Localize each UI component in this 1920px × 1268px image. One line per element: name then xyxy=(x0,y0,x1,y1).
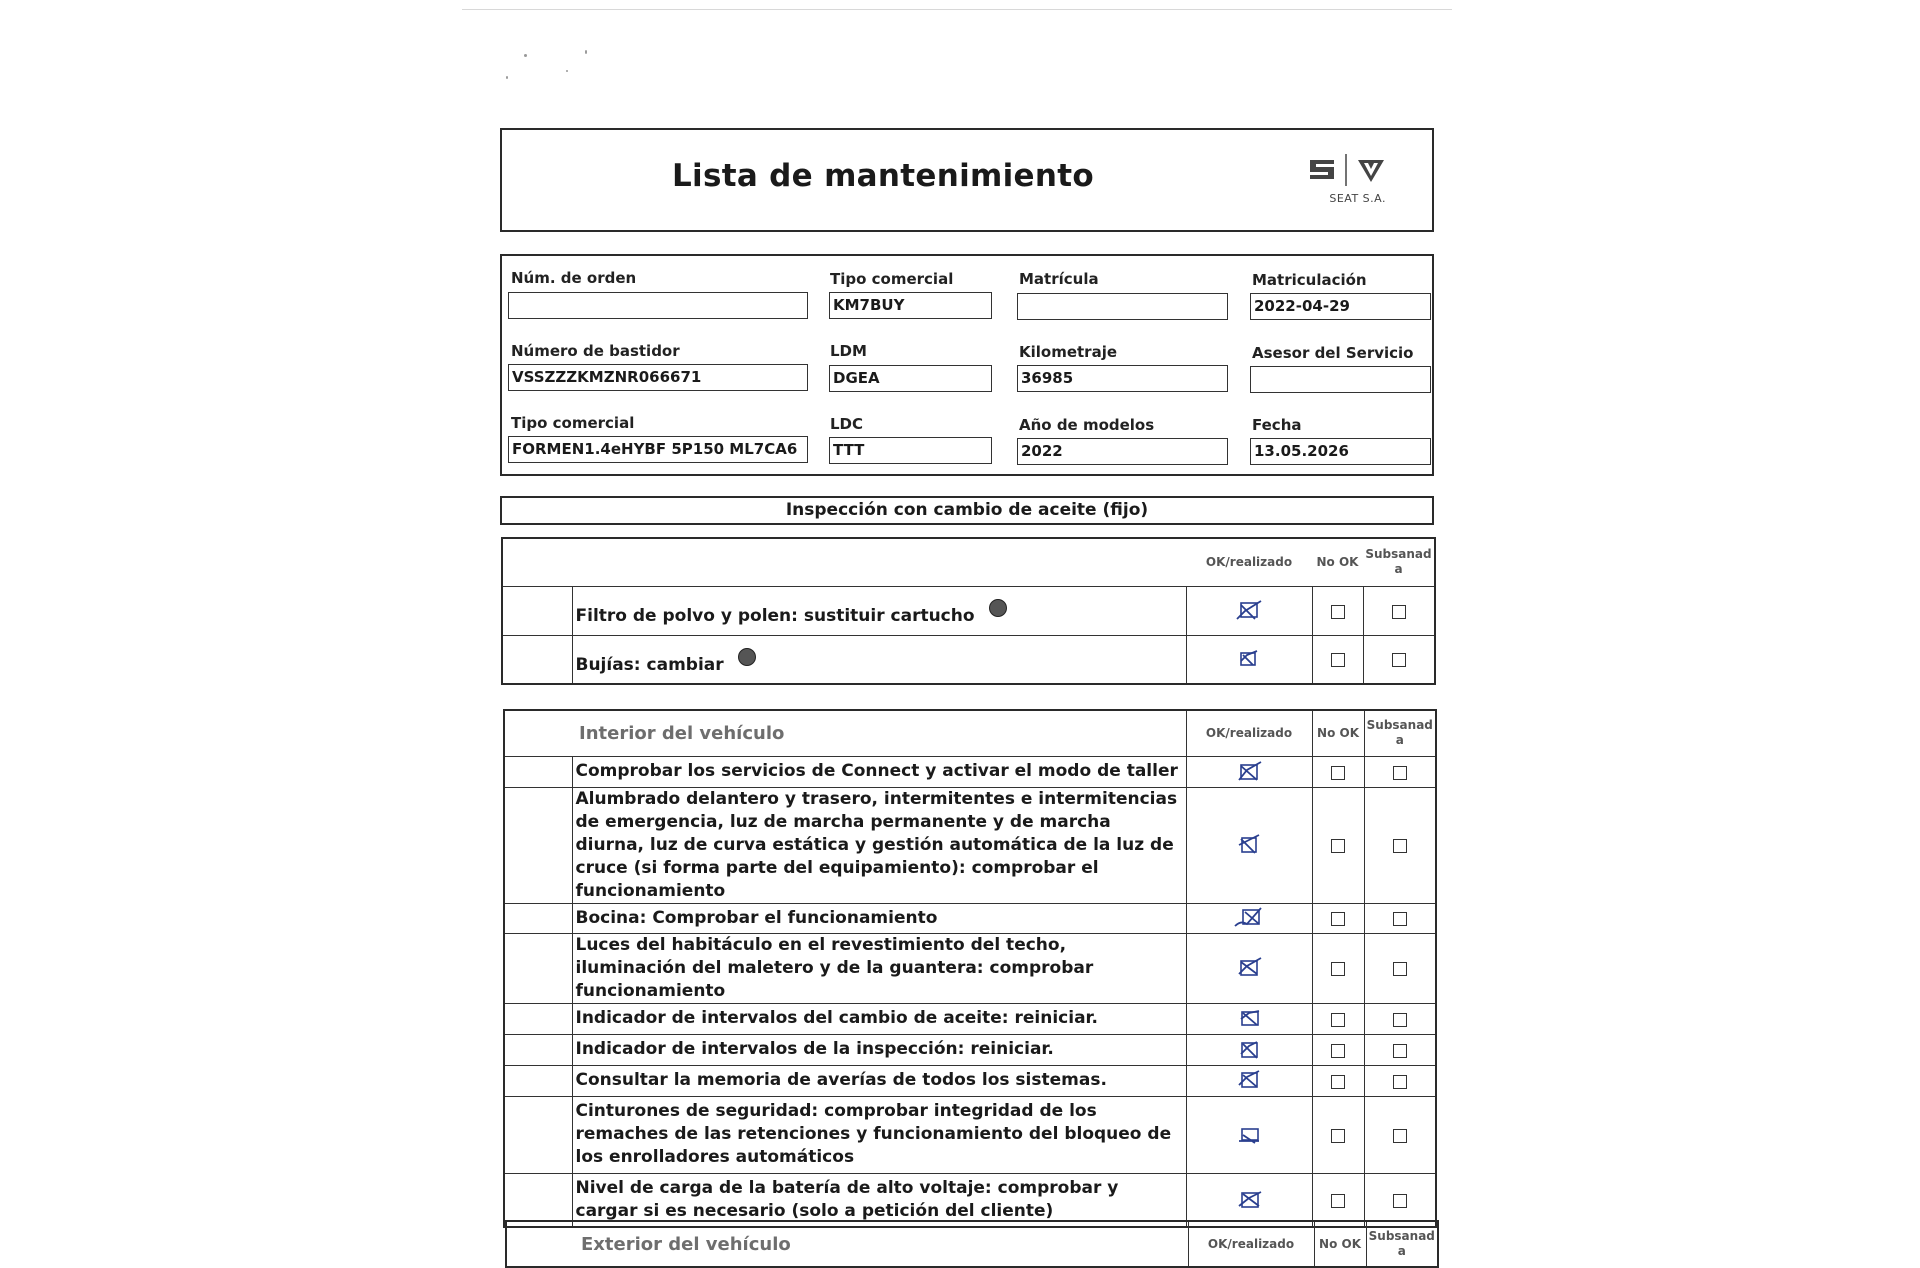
no-ok-checkbox[interactable] xyxy=(1331,1129,1345,1143)
subsanada-checkbox[interactable] xyxy=(1393,1075,1407,1089)
row-text-cell xyxy=(572,635,1186,684)
subsanada-checkbox[interactable] xyxy=(1393,1013,1407,1027)
subsanada-cell[interactable] xyxy=(1364,1096,1436,1173)
ano-modelos-field[interactable]: 2022 xyxy=(1017,438,1228,465)
asesor-label: Asesor del Servicio xyxy=(1252,344,1414,362)
subsanada-checkbox[interactable] xyxy=(1393,912,1407,926)
table-row xyxy=(504,787,1436,903)
ok-column-header: OK/realizado xyxy=(1186,710,1312,756)
subsanada-checkbox[interactable] xyxy=(1393,1044,1407,1058)
no-ok-checkbox[interactable] xyxy=(1331,1013,1345,1027)
row-text: Luces del habitáculo en el revestimiento del techo, iluminación del maletero y de la guantera: comprobar funcionamiento xyxy=(572,933,1186,1003)
table-row xyxy=(504,1065,1436,1096)
no-ok-cell[interactable] xyxy=(1312,635,1363,684)
num-orden-label: Núm. de orden xyxy=(511,269,637,287)
row-text: Filtro de polvo y polen: sustituir cartucho xyxy=(575,606,975,626)
section-title: Inspección con cambio de aceite (fijo) xyxy=(785,500,1149,520)
handwritten-check-icon[interactable] xyxy=(1233,1121,1265,1149)
subsanada-cell[interactable] xyxy=(1364,1065,1436,1096)
table-row xyxy=(502,635,1435,684)
scan-speck xyxy=(506,76,508,79)
subsanada-column-header: Subsanad a xyxy=(1363,538,1435,586)
subsanada-checkbox[interactable] xyxy=(1393,766,1407,780)
subsanada-cell[interactable] xyxy=(1364,756,1436,787)
no-ok-checkbox[interactable] xyxy=(1331,1075,1345,1089)
table-header-row xyxy=(504,710,1436,756)
no-ok-column-header: No OK xyxy=(1312,710,1364,756)
subsanada-checkbox[interactable] xyxy=(1393,839,1407,853)
handwritten-check-icon[interactable] xyxy=(1233,597,1265,625)
ok-cell[interactable] xyxy=(1186,1034,1312,1065)
interior-table xyxy=(503,709,1437,1228)
subsanada-checkbox[interactable] xyxy=(1392,653,1406,667)
ok-cell[interactable] xyxy=(1186,756,1312,787)
subsanada-cell[interactable] xyxy=(1364,1034,1436,1065)
handwritten-check-icon[interactable] xyxy=(1233,1067,1265,1095)
subsanada-cell[interactable] xyxy=(1363,586,1435,635)
row-text: Cinturones de seguridad: comprobar integridad de los remaches de las retenciones y funcionamiento del bloqueo de los enrolladores automáticos xyxy=(572,1096,1186,1173)
asesor-field[interactable] xyxy=(1250,366,1431,393)
num-orden-field[interactable] xyxy=(508,292,808,319)
ok-cell[interactable] xyxy=(1186,1096,1312,1173)
vehicle-info-panel xyxy=(500,254,1434,476)
ok-cell[interactable] xyxy=(1186,933,1312,1003)
no-ok-cell[interactable] xyxy=(1312,1065,1364,1096)
numero-bastidor-label: Número de bastidor xyxy=(511,342,680,360)
scan-speck xyxy=(585,50,587,54)
scan-edge-line xyxy=(462,9,1452,10)
handwritten-check-icon[interactable] xyxy=(1233,954,1265,982)
matricula-field[interactable] xyxy=(1017,293,1228,320)
tipo-comercial-2-field[interactable]: FORMEN1.4eHYBF 5P150 ML7CA6 xyxy=(508,436,808,463)
no-ok-cell[interactable] xyxy=(1312,1034,1364,1065)
ok-cell[interactable] xyxy=(1186,1173,1312,1227)
group-title: Interior del vehículo xyxy=(504,710,1186,756)
table-row xyxy=(504,756,1436,787)
handwritten-check-icon[interactable] xyxy=(1233,904,1265,932)
table-row xyxy=(504,1096,1436,1173)
exterior-table xyxy=(505,1220,1439,1268)
fecha-field[interactable]: 13.05.2026 xyxy=(1250,438,1431,465)
no-ok-checkbox[interactable] xyxy=(1331,912,1345,926)
fecha-label: Fecha xyxy=(1252,416,1302,434)
no-ok-cell[interactable] xyxy=(1312,1003,1364,1034)
tipo-comercial-field[interactable]: KM7BUY xyxy=(829,292,992,319)
no-ok-cell[interactable] xyxy=(1312,1096,1364,1173)
subsanada-checkbox[interactable] xyxy=(1392,605,1406,619)
row-text: Consultar la memoria de averías de todos los sistemas. xyxy=(572,1065,1186,1096)
ok-cell[interactable] xyxy=(1186,787,1312,903)
row-text: Nivel de carga de la batería de alto voltaje: comprobar y cargar si es necesario (solo a petición del cliente) xyxy=(572,1173,1186,1227)
table-row xyxy=(504,903,1436,933)
no-ok-checkbox[interactable] xyxy=(1331,962,1345,976)
ok-cell[interactable] xyxy=(1186,635,1312,684)
ok-cell[interactable] xyxy=(1186,586,1312,635)
ldc-label: LDC xyxy=(830,415,864,433)
handwritten-check-icon[interactable] xyxy=(1233,758,1265,786)
ldm-field[interactable]: DGEA xyxy=(829,365,992,392)
table-row xyxy=(502,586,1435,635)
group-title: Exterior del vehículo xyxy=(506,1221,1188,1267)
no-ok-checkbox[interactable] xyxy=(1331,1194,1345,1208)
handwritten-check-icon[interactable] xyxy=(1233,645,1265,673)
tipo-comercial-2-label: Tipo comercial xyxy=(511,414,635,432)
table-row xyxy=(504,1173,1436,1227)
row-text: Comprobar los servicios de Connect y activar el modo de taller xyxy=(572,756,1186,787)
numero-bastidor-field[interactable]: VSSZZZKMZNR066671 xyxy=(508,364,808,391)
matriculacion-field[interactable]: 2022-04-29 xyxy=(1250,293,1431,320)
ano-modelos-label: Año de modelos xyxy=(1019,416,1155,434)
scan-speck xyxy=(566,70,568,72)
brand-text: SEAT S.A. xyxy=(1329,192,1386,205)
subsanada-column-header: Subsanad a xyxy=(1366,1221,1438,1267)
row-text: Alumbrado delantero y trasero, intermitentes e intermitencias de emergencia, luz de marcha permanente y de marcha diurna, luz de curva estática y gestión automática de la luz de cruce (si forma parte del equipamiento): comprobar el funcionamiento xyxy=(572,787,1186,903)
table-row xyxy=(504,933,1436,1003)
matriculacion-label: Matriculación xyxy=(1252,271,1367,289)
document-title: Lista de mantenimiento xyxy=(672,158,1094,194)
no-ok-checkbox[interactable] xyxy=(1331,766,1345,780)
no-ok-checkbox[interactable] xyxy=(1331,1044,1345,1058)
no-ok-cell[interactable] xyxy=(1312,756,1364,787)
subsanada-cell[interactable] xyxy=(1364,903,1436,933)
ok-cell[interactable] xyxy=(1186,1065,1312,1096)
subsanada-checkbox[interactable] xyxy=(1393,962,1407,976)
table-row xyxy=(504,1034,1436,1065)
marker-dot-icon xyxy=(989,599,1007,617)
ok-cell[interactable] xyxy=(1186,1003,1312,1034)
no-ok-checkbox[interactable] xyxy=(1331,605,1345,619)
table-header-row xyxy=(506,1221,1438,1267)
kilometraje-label: Kilometraje xyxy=(1019,343,1118,361)
row-text: Indicador de intervalos del cambio de aceite: reiniciar. xyxy=(572,1003,1186,1034)
ok-column-header: OK/realizado xyxy=(1186,538,1312,586)
section-title-box xyxy=(500,496,1434,525)
table-header-row xyxy=(502,538,1435,586)
handwritten-check-icon[interactable] xyxy=(1233,1036,1265,1064)
ok-column-header: OK/realizado xyxy=(1188,1221,1314,1267)
marker-dot-icon xyxy=(738,648,756,666)
ldc-field[interactable]: TTT xyxy=(829,437,992,464)
no-ok-cell[interactable] xyxy=(1312,903,1364,933)
subsanada-cell[interactable] xyxy=(1363,635,1435,684)
oil-change-table xyxy=(501,537,1436,685)
no-ok-cell[interactable] xyxy=(1312,586,1363,635)
no-ok-cell[interactable] xyxy=(1312,1173,1364,1227)
row-text: Bujías: cambiar xyxy=(575,654,724,675)
handwritten-check-icon[interactable] xyxy=(1233,831,1265,859)
handwritten-check-icon[interactable] xyxy=(1233,1005,1265,1033)
document-header xyxy=(500,128,1434,232)
no-ok-column-header: No OK xyxy=(1312,538,1363,586)
kilometraje-field[interactable]: 36985 xyxy=(1017,365,1228,392)
tipo-comercial-label: Tipo comercial xyxy=(830,270,954,288)
handwritten-check-icon[interactable] xyxy=(1233,1186,1265,1214)
subsanada-cell[interactable] xyxy=(1364,1173,1436,1227)
no-ok-checkbox[interactable] xyxy=(1331,839,1345,853)
no-ok-checkbox[interactable] xyxy=(1331,653,1345,667)
ldm-label: LDM xyxy=(830,342,867,360)
row-text: Indicador de intervalos de la inspección: reiniciar. xyxy=(572,1034,1186,1065)
no-ok-cell[interactable] xyxy=(1312,787,1364,903)
subsanada-checkbox[interactable] xyxy=(1393,1194,1407,1208)
matricula-label: Matrícula xyxy=(1019,270,1099,288)
subsanada-cell[interactable] xyxy=(1364,787,1436,903)
subsanada-cell[interactable] xyxy=(1364,1003,1436,1034)
subsanada-checkbox[interactable] xyxy=(1393,1129,1407,1143)
row-text: Bocina: Comprobar el funcionamiento xyxy=(572,903,1186,933)
no-ok-column-header: No OK xyxy=(1314,1221,1366,1267)
subsanada-cell[interactable] xyxy=(1364,933,1436,1003)
ok-cell[interactable] xyxy=(1186,903,1312,933)
subsanada-column-header: Subsanad a xyxy=(1364,710,1436,756)
no-ok-cell[interactable] xyxy=(1312,933,1364,1003)
row-text-cell xyxy=(572,586,1186,635)
scan-speck xyxy=(524,54,527,57)
table-row xyxy=(504,1003,1436,1034)
